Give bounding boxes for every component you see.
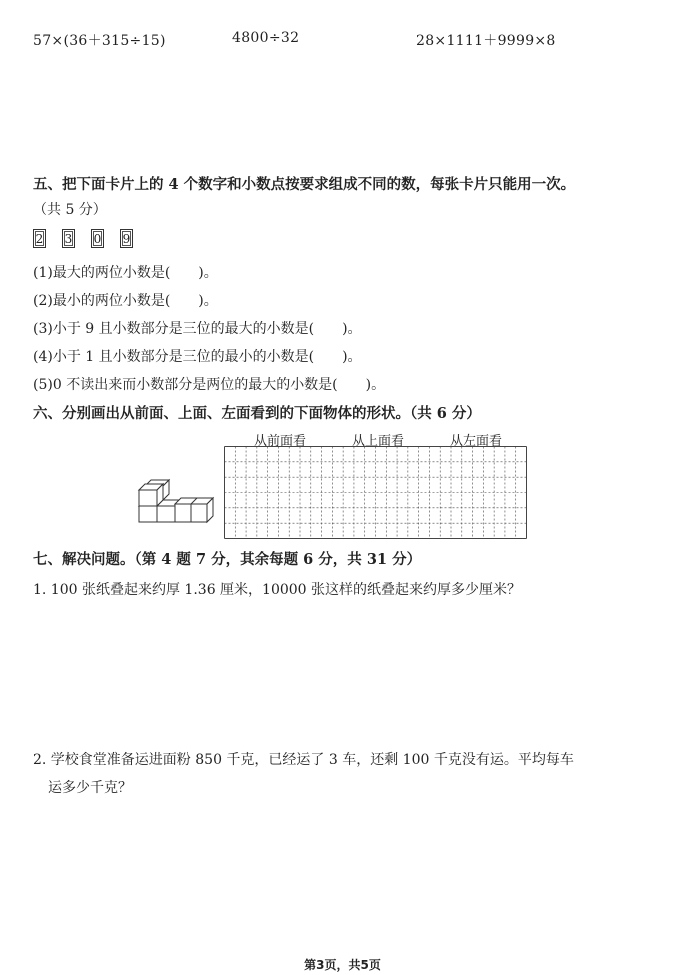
- drawing-grid: [224, 446, 527, 539]
- view-label-left: 从左面看: [450, 434, 503, 449]
- problem-1: 1. 100 张纸叠起来约厚 1.36 厘米，10000 张这样的纸叠起来约厚多少厘米？: [33, 582, 522, 598]
- expression-3: 28×1111＋9999×8: [416, 33, 556, 49]
- page-footer: 第3页，共5页: [304, 958, 381, 972]
- digit-card: 0: [91, 229, 104, 248]
- question-2: (2)最小的两位小数是( )。: [33, 293, 218, 309]
- digit-card: 3: [62, 229, 75, 248]
- section6-title: 六、分别画出从前面、上面、左面看到的下面物体的形状。（共 6 分）: [33, 405, 481, 422]
- view-label-front: 从前面看: [254, 434, 307, 449]
- digit-card: 2: [33, 229, 46, 248]
- question-5: (5)0 不读出来而小数部分是两位的最大的小数是( )。: [33, 377, 386, 393]
- cube-figure: [135, 478, 215, 524]
- section5-points: （共 5 分）: [33, 202, 107, 218]
- problem-2-line-2: 运多少千克？: [48, 780, 132, 796]
- digit-cards: [33, 229, 133, 248]
- question-1: (1)最大的两位小数是( )。: [33, 265, 218, 281]
- digit-card: 9: [120, 229, 133, 248]
- question-3: (3)小于 9 且小数部分是三位的最大的小数是( )。: [33, 321, 362, 337]
- problem-2-line-1: 2. 学校食堂准备运进面粉 850 千克，已经运了 3 车，还剩 100 千克没有运。平均每车: [33, 752, 574, 768]
- expression-1: 57×(36＋315÷15): [33, 33, 166, 49]
- section7-title: 七、解决问题。（第 4 题 7 分，其余每题 6 分，共 31 分）: [33, 551, 422, 568]
- expression-2: 4800÷32: [232, 30, 300, 46]
- question-4: (4)小于 1 且小数部分是三位的最小的小数是( )。: [33, 349, 362, 365]
- view-label-top: 从上面看: [352, 434, 405, 449]
- section5-title: 五、把下面卡片上的 4 个数字和小数点按要求组成不同的数，每张卡片只能用一次。: [33, 176, 576, 193]
